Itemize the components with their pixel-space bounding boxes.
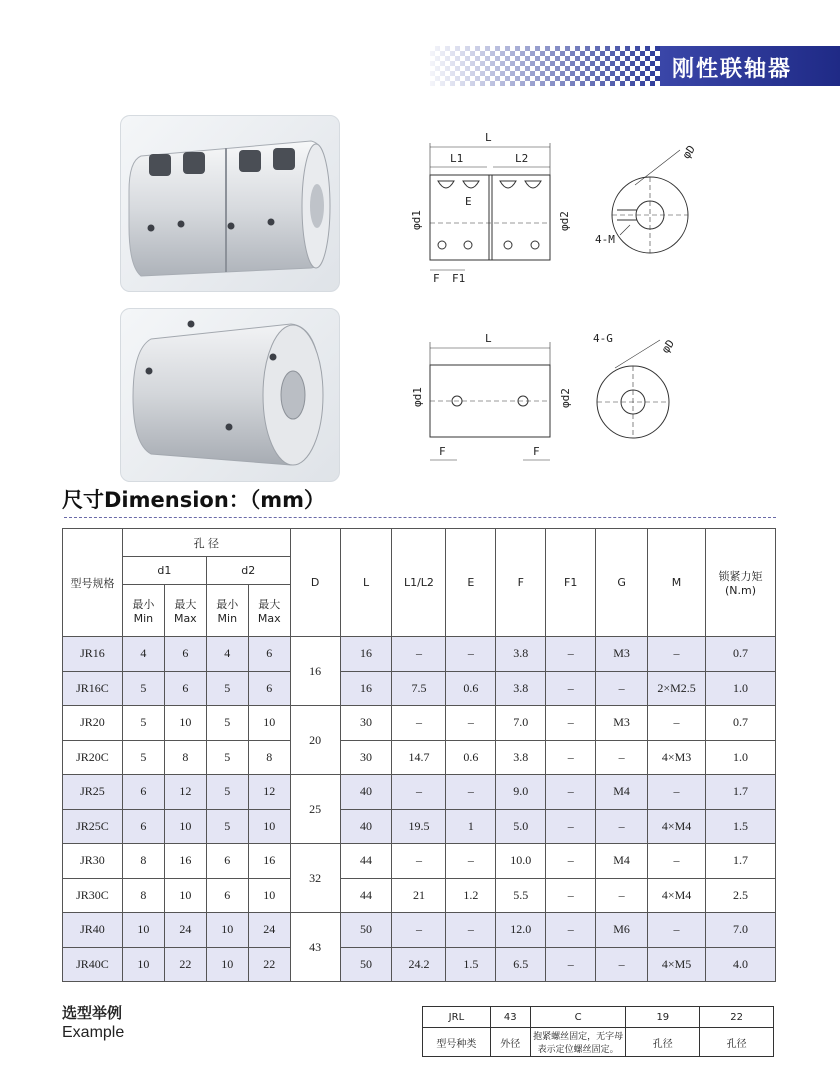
table-cell: – xyxy=(446,706,496,741)
table-cell: – xyxy=(596,947,648,982)
table-cell: – xyxy=(546,913,596,948)
table-cell: 6 xyxy=(206,878,248,913)
table-cell: – xyxy=(546,706,596,741)
table-cell: 5 xyxy=(206,706,248,741)
table-cell: 0.7 xyxy=(706,637,776,672)
dim-L: L xyxy=(485,131,492,144)
table-cell: 8 xyxy=(122,844,164,879)
table-cell: 6 xyxy=(248,671,290,706)
table-cell: 4×M5 xyxy=(648,947,706,982)
table-cell: – xyxy=(392,706,446,741)
table-cell: 50 xyxy=(340,913,392,948)
header-model: 型号规格 xyxy=(63,529,123,637)
table-cell: C xyxy=(530,1007,626,1028)
table-cell: 24 xyxy=(248,913,290,948)
table-cell: – xyxy=(392,913,446,948)
table-cell: – xyxy=(546,844,596,879)
header-d1-max: 最大 Max xyxy=(164,585,206,637)
table-cell: M4 xyxy=(596,775,648,810)
table-cell: 0.7 xyxy=(706,706,776,741)
table-cell: 3.8 xyxy=(496,740,546,775)
table-cell: M4 xyxy=(596,844,648,879)
table-cell: 6 xyxy=(164,671,206,706)
table-cell: 16 xyxy=(340,637,392,672)
dim-M: 4-M xyxy=(595,233,615,246)
table-cell: JR40 xyxy=(63,913,123,948)
table-cell: 6 xyxy=(164,637,206,672)
table-cell: 16 xyxy=(340,671,392,706)
table-cell: 30 xyxy=(340,706,392,741)
table-cell: – xyxy=(446,844,496,879)
header-d2: d2 xyxy=(206,557,290,585)
table-cell: JR25 xyxy=(63,775,123,810)
table-cell: – xyxy=(392,775,446,810)
table-cell: – xyxy=(648,913,706,948)
example-table xyxy=(422,1006,774,1057)
dim-L2: L2 xyxy=(515,152,529,165)
example-code-row xyxy=(423,1007,774,1028)
example-meaning-row xyxy=(423,1028,774,1057)
table-cell: – xyxy=(648,637,706,672)
table-cell: JR30C xyxy=(63,878,123,913)
table-cell: 6 xyxy=(122,775,164,810)
table-cell: 抱紧螺丝固定，无字母表示定位螺丝固定。 xyxy=(530,1028,626,1057)
table-cell: JR20C xyxy=(63,740,123,775)
table-cell: 4×M3 xyxy=(648,740,706,775)
table-cell: 4.0 xyxy=(706,947,776,982)
header-bore: 孔 径 xyxy=(122,529,290,557)
table-cell: 10 xyxy=(206,913,248,948)
table-cell: – xyxy=(596,740,648,775)
table-cell: 30 xyxy=(340,740,392,775)
header-G: G xyxy=(596,529,648,637)
table-cell: 19 xyxy=(626,1007,700,1028)
table-cell: 6.5 xyxy=(496,947,546,982)
table-cell: 10 xyxy=(248,706,290,741)
table-row xyxy=(63,844,776,879)
table-cell: – xyxy=(648,775,706,810)
header-band xyxy=(430,46,840,86)
table-cell: 25 xyxy=(290,775,340,844)
table-cell: 6 xyxy=(248,637,290,672)
header-d2-min: 最小 Min xyxy=(206,585,248,637)
table-cell: – xyxy=(546,878,596,913)
table-cell: – xyxy=(596,671,648,706)
dim-d1-bottom: φd1 xyxy=(411,387,424,407)
table-cell: 44 xyxy=(340,844,392,879)
table-cell: 2.5 xyxy=(706,878,776,913)
table-row xyxy=(63,809,776,844)
table-cell: 4 xyxy=(122,637,164,672)
table-cell: – xyxy=(546,809,596,844)
table-row xyxy=(63,671,776,706)
table-cell: – xyxy=(546,637,596,672)
table-cell: 3.8 xyxy=(496,671,546,706)
table-cell: – xyxy=(596,809,648,844)
header-d2-max: 最大 Max xyxy=(248,585,290,637)
dim-E: E xyxy=(465,195,472,208)
table-cell: JR20 xyxy=(63,706,123,741)
table-cell: 6 xyxy=(122,809,164,844)
table-cell: 16 xyxy=(164,844,206,879)
table-cell: 10 xyxy=(164,878,206,913)
table-cell: 1.0 xyxy=(706,740,776,775)
table-cell: 8 xyxy=(122,878,164,913)
table-cell: – xyxy=(546,775,596,810)
table-cell: JRL xyxy=(423,1007,491,1028)
section-divider xyxy=(64,517,776,518)
header-d1: d1 xyxy=(122,557,206,585)
table-row xyxy=(63,637,776,672)
header-torque xyxy=(706,529,776,637)
header-F: F xyxy=(496,529,546,637)
dim-L1: L1 xyxy=(450,152,464,165)
table-cell: 10 xyxy=(122,913,164,948)
dimension-heading: 尺寸Dimension：（mm） xyxy=(62,488,326,512)
table-cell: 7.5 xyxy=(392,671,446,706)
table-cell: 孔径 xyxy=(700,1028,774,1057)
table-cell: 1.7 xyxy=(706,844,776,879)
table-cell: 型号种类 xyxy=(423,1028,491,1057)
table-cell: 44 xyxy=(340,878,392,913)
table-cell: 32 xyxy=(290,844,340,913)
table-cell: 3.8 xyxy=(496,637,546,672)
spec-table xyxy=(62,528,776,982)
table-cell: 12 xyxy=(248,775,290,810)
table-cell: 0.6 xyxy=(446,740,496,775)
header-d1-min: 最小 Min xyxy=(122,585,164,637)
table-cell: 10 xyxy=(122,947,164,982)
table-cell: 7.0 xyxy=(706,913,776,948)
table-cell: 5 xyxy=(122,671,164,706)
table-cell: – xyxy=(546,671,596,706)
table-row xyxy=(63,740,776,775)
table-cell: 5 xyxy=(206,740,248,775)
table-cell: 7.0 xyxy=(496,706,546,741)
dim-d2: φd2 xyxy=(558,211,571,231)
table-cell: 4 xyxy=(206,637,248,672)
table-cell: 21 xyxy=(392,878,446,913)
table-cell: 10 xyxy=(164,706,206,741)
table-cell: 43 xyxy=(290,913,340,982)
example-label-en: Example xyxy=(62,1024,125,1041)
dim-D: φD xyxy=(679,142,699,162)
table-cell: – xyxy=(596,878,648,913)
table-cell: – xyxy=(446,775,496,810)
table-row xyxy=(63,913,776,948)
header-F1: F1 xyxy=(546,529,596,637)
table-cell: 10 xyxy=(206,947,248,982)
dim-F-left: F xyxy=(439,445,446,458)
dim-F1: F1 xyxy=(452,272,466,285)
table-cell: 5 xyxy=(122,740,164,775)
table-cell: JR25C xyxy=(63,809,123,844)
table-cell: 5.0 xyxy=(496,809,546,844)
header-L1L2: L1/L2 xyxy=(392,529,446,637)
header-torque-cn: 锁紧力矩 xyxy=(718,570,763,583)
table-cell: 2×M2.5 xyxy=(648,671,706,706)
page-title: 刚性联轴器 xyxy=(671,57,792,82)
header-D: D xyxy=(290,529,340,637)
dim-F-right: F xyxy=(533,445,540,458)
table-cell: 40 xyxy=(340,775,392,810)
table-cell: 1.5 xyxy=(706,809,776,844)
table-cell: 43 xyxy=(490,1007,530,1028)
table-cell: 19.5 xyxy=(392,809,446,844)
header-checker-pattern xyxy=(430,46,660,86)
table-cell: 4×M4 xyxy=(648,809,706,844)
table-cell: – xyxy=(546,740,596,775)
table-cell: 40 xyxy=(340,809,392,844)
table-cell: 4×M4 xyxy=(648,878,706,913)
table-row xyxy=(63,775,776,810)
dim-F: F xyxy=(433,272,440,285)
table-cell: JR16 xyxy=(63,637,123,672)
table-cell: – xyxy=(446,913,496,948)
header-M: M xyxy=(648,529,706,637)
table-cell: 14.7 xyxy=(392,740,446,775)
drawing-setscrew-type xyxy=(405,330,705,470)
table-cell: 1.2 xyxy=(446,878,496,913)
table-cell: M6 xyxy=(596,913,648,948)
table-cell: 8 xyxy=(164,740,206,775)
table-cell: 50 xyxy=(340,947,392,982)
table-cell: 1.0 xyxy=(706,671,776,706)
table-cell: 1.5 xyxy=(446,947,496,982)
table-cell: 16 xyxy=(290,637,340,706)
table-cell: 10 xyxy=(248,878,290,913)
table-cell: 0.6 xyxy=(446,671,496,706)
table-cell: – xyxy=(446,637,496,672)
table-cell: 1.7 xyxy=(706,775,776,810)
table-cell: 12 xyxy=(164,775,206,810)
product-photo-clamp xyxy=(120,115,340,292)
table-cell: M3 xyxy=(596,637,648,672)
example-label-cn: 选型举例 xyxy=(62,1004,123,1022)
table-cell: JR40C xyxy=(63,947,123,982)
table-row xyxy=(63,706,776,741)
drawing-clamp-type xyxy=(405,125,705,285)
table-cell: 5 xyxy=(122,706,164,741)
table-cell: – xyxy=(648,706,706,741)
table-cell: 5.5 xyxy=(496,878,546,913)
table-cell: M3 xyxy=(596,706,648,741)
dim-D-bottom: φD xyxy=(658,337,678,356)
table-row xyxy=(63,947,776,982)
table-cell: 22 xyxy=(164,947,206,982)
header-L: L xyxy=(340,529,392,637)
table-cell: 16 xyxy=(248,844,290,879)
table-cell: 9.0 xyxy=(496,775,546,810)
dim-d1: φd1 xyxy=(410,210,423,230)
table-cell: 24 xyxy=(164,913,206,948)
table-cell: – xyxy=(392,637,446,672)
table-cell: JR16C xyxy=(63,671,123,706)
dim-d2-bottom: φd2 xyxy=(559,388,572,408)
table-cell: 12.0 xyxy=(496,913,546,948)
table-cell: 5 xyxy=(206,775,248,810)
table-cell: 1 xyxy=(446,809,496,844)
product-photo-setscrew xyxy=(120,308,340,482)
dim-L-bottom: L xyxy=(485,332,492,345)
table-row xyxy=(63,878,776,913)
table-cell: 孔径 xyxy=(626,1028,700,1057)
table-cell: – xyxy=(392,844,446,879)
table-cell: 5 xyxy=(206,809,248,844)
dim-G: 4-G xyxy=(593,332,613,345)
table-cell: 20 xyxy=(290,706,340,775)
table-cell: 外径 xyxy=(490,1028,530,1057)
header-E: E xyxy=(446,529,496,637)
table-cell: 24.2 xyxy=(392,947,446,982)
table-cell: 22 xyxy=(700,1007,774,1028)
table-cell: 8 xyxy=(248,740,290,775)
table-cell: 6 xyxy=(206,844,248,879)
header-torque-unit: (N.m) xyxy=(724,584,757,597)
table-cell: 22 xyxy=(248,947,290,982)
table-cell: – xyxy=(546,947,596,982)
table-cell: 5 xyxy=(206,671,248,706)
table-cell: 10 xyxy=(164,809,206,844)
table-cell: 10.0 xyxy=(496,844,546,879)
table-cell: 10 xyxy=(248,809,290,844)
table-cell: JR30 xyxy=(63,844,123,879)
table-cell: – xyxy=(648,844,706,879)
